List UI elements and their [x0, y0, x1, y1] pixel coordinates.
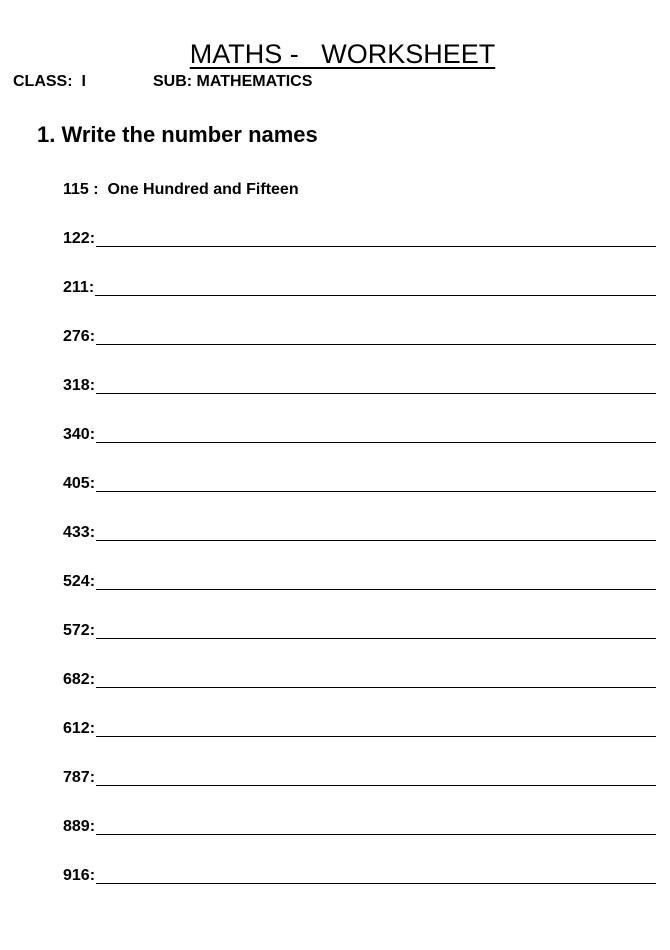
- answer-line[interactable]: [96, 393, 656, 394]
- class-label: CLASS: I: [13, 73, 86, 90]
- answer-line[interactable]: [96, 246, 656, 247]
- answer-row: [63, 619, 656, 641]
- answer-row: [63, 570, 656, 592]
- number-label: 340:: [63, 426, 96, 443]
- subject-label: SUB: MATHEMATICS: [153, 73, 313, 90]
- answer-line[interactable]: [96, 736, 656, 737]
- answer-row: [63, 227, 656, 249]
- answer-line[interactable]: [96, 344, 656, 345]
- number-label: 318:: [63, 377, 96, 394]
- answer-row: [63, 276, 656, 298]
- number-label: 612:: [63, 720, 96, 737]
- number-label: 889:: [63, 818, 96, 835]
- number-label: 122:: [63, 230, 96, 247]
- answer-line[interactable]: [96, 834, 656, 835]
- answer-row: [63, 423, 656, 445]
- number-label: 787:: [63, 769, 96, 786]
- number-label: 405:: [63, 475, 96, 492]
- answer-row: [63, 472, 656, 494]
- answer-line[interactable]: [96, 491, 656, 492]
- number-label: 916:: [63, 867, 96, 884]
- answer-row: [63, 668, 656, 690]
- answer-row: [63, 325, 656, 347]
- answer-line[interactable]: [96, 442, 656, 443]
- number-label: 211:: [63, 279, 95, 296]
- answer-row: [63, 766, 656, 788]
- answer-line[interactable]: [96, 883, 656, 884]
- number-label: 572:: [63, 622, 96, 639]
- number-label: 682:: [63, 671, 96, 688]
- number-label: 433:: [63, 524, 96, 541]
- answer-line[interactable]: [95, 295, 656, 296]
- worksheet-title: [0, 3, 670, 71]
- answer-line[interactable]: [96, 589, 656, 590]
- answer-row: [63, 521, 656, 543]
- number-label: 524:: [63, 573, 96, 590]
- answer-row: [63, 717, 656, 739]
- answer-line[interactable]: [96, 785, 656, 786]
- answer-row: [63, 815, 656, 837]
- answer-row: [63, 374, 656, 396]
- answer-row: [63, 864, 656, 886]
- example-answer: 115 : One Hundred and Fifteen: [63, 181, 299, 198]
- question-title: 1. Write the number names: [37, 122, 318, 147]
- answer-line[interactable]: [96, 638, 656, 639]
- answer-line[interactable]: [96, 687, 656, 688]
- answer-line[interactable]: [96, 540, 656, 541]
- number-label: 276:: [63, 328, 96, 345]
- worksheet-title-text: MATHS - WORKSHEET: [189, 39, 496, 69]
